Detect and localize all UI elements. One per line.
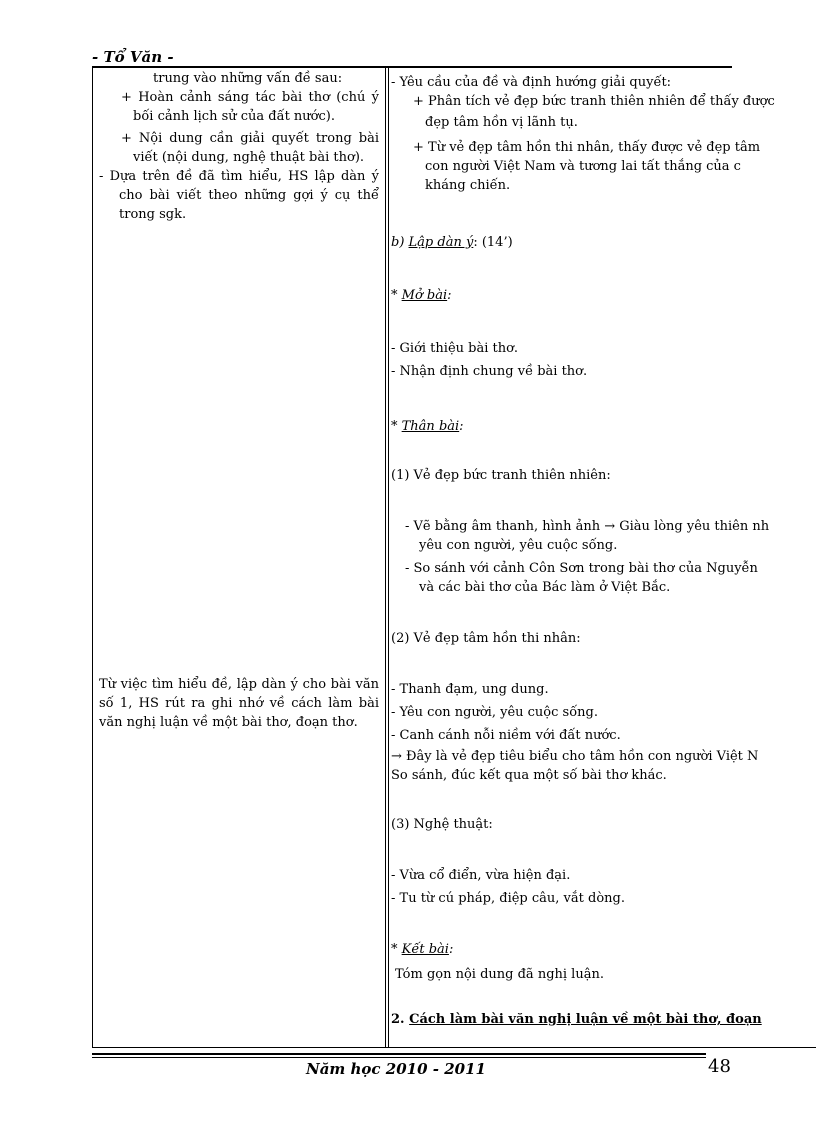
right-text-3b: con người Việt Nam và tương lai tất thắng của c	[425, 159, 741, 174]
right-heading-section-2	[391, 1010, 816, 1029]
right-text-14: - Yêu con người, yêu cuộc sống.	[391, 705, 598, 720]
heading-suffix: : (14’)	[473, 235, 513, 250]
right-text-9: (1) Vẻ đẹp bức tranh thiên nhiên:	[391, 468, 611, 483]
than-bai-title: Thân bài	[401, 419, 460, 434]
right-text-1: - Yêu cầu của đề và định hướng giải quyết:	[391, 75, 672, 90]
right-text-11b: và các bài thơ của Bác làm ở Việt Bắc.	[419, 580, 671, 595]
footer-rule-thin	[92, 1057, 706, 1058]
star: *	[391, 419, 398, 434]
ket-bai-title: Kết bài	[401, 942, 449, 957]
page-header-title: - Tổ Văn -	[92, 48, 174, 66]
right-text-19: - Tu từ cú pháp, điệp câu, vắt dòng.	[391, 891, 625, 906]
left-text-5: Từ việc tìm hiểu đề, lập dàn ý cho bài văn số 1, HS rút ra ghi nhớ về cách làm bài văn nghị luận về một bài thơ, đoạn thơ.	[99, 677, 379, 730]
right-heading-lap-dan-y	[391, 233, 816, 252]
right-text-18: - Vừa cổ điển, vừa hiện đại.	[391, 868, 571, 883]
right-text-7: - Nhận định chung về bài thơ.	[391, 364, 588, 379]
right-text-16b: So sánh, đúc kết qua một số bài thơ khác.	[391, 768, 667, 783]
right-column	[391, 73, 816, 1029]
right-heading-ket-bai	[391, 940, 816, 959]
colon: :	[447, 288, 452, 303]
left-text-3: + Nội dung cần giải quyết trong bài viết (nội dung, nghệ thuật bài thơ).	[121, 131, 379, 165]
heading-prefix: b)	[391, 235, 405, 250]
content-table	[92, 67, 816, 1048]
right-text-2b: đẹp tâm hồn vị lãnh tụ.	[425, 115, 578, 130]
colon: :	[459, 419, 464, 434]
right-heading-than-bai	[391, 417, 816, 436]
star: *	[391, 288, 398, 303]
left-column	[99, 69, 379, 730]
right-text-16a: → Đây là vẻ đẹp tiêu biểu cho tâm hồn con người Việt N	[391, 749, 759, 764]
left-text-1: trung vào những vấn đề sau:	[153, 71, 343, 86]
right-text-21: Tóm gọn nội dung đã nghị luận.	[395, 967, 604, 982]
section-2-title: Cách làm bài văn nghị luận về một bài thơ, đoạn	[409, 1012, 762, 1027]
page-number: 48	[708, 1056, 731, 1077]
left-text-2: + Hoàn cảnh sáng tác bài thơ (chú ý bối cảnh lịch sử của đất nước).	[121, 90, 379, 124]
right-text-3a: + Từ vẻ đẹp tâm hồn thi nhân, thấy được vẻ đẹp tâm	[413, 140, 761, 155]
column-divider	[385, 67, 386, 1047]
right-text-10b: yêu con người, yêu cuộc sống.	[419, 538, 618, 553]
right-text-3c: kháng chiến.	[425, 178, 511, 193]
footer-school-year: Năm học 2010 - 2011	[306, 1060, 486, 1078]
right-text-12: (2) Vẻ đẹp tâm hồn thi nhân:	[391, 631, 581, 646]
column-divider-inner	[388, 67, 389, 1047]
right-text-11a: - So sánh với cảnh Côn Sơn trong bài thơ của Nguyễn	[405, 561, 758, 576]
colon: :	[448, 942, 454, 957]
right-text-2a: + Phân tích vẻ đẹp bức tranh thiên nhiên để thấy được	[413, 94, 775, 109]
right-text-17: (3) Nghệ thuật:	[391, 817, 493, 832]
mo-bai-title: Mở bài	[401, 288, 448, 303]
left-text-4: - Dựa trên đề đã tìm hiểu, HS lập dàn ý cho bài viết theo những gợi ý cụ thể trong sgk.	[99, 169, 379, 222]
right-text-6: - Giới thiệu bài thơ.	[391, 341, 519, 356]
heading-title: Lập dàn ý	[408, 235, 474, 250]
star: *	[391, 942, 398, 957]
right-heading-mo-bai	[391, 286, 816, 305]
section-number: 2.	[391, 1012, 405, 1027]
right-text-13: - Thanh đạm, ung dung.	[391, 682, 549, 697]
footer-rule-thick	[92, 1053, 706, 1055]
right-text-10a: - Vẽ bằng âm thanh, hình ảnh → Giàu lòng yêu thiên nh	[405, 519, 770, 534]
right-text-15: - Canh cánh nỗi niềm với đất nước.	[391, 728, 621, 743]
